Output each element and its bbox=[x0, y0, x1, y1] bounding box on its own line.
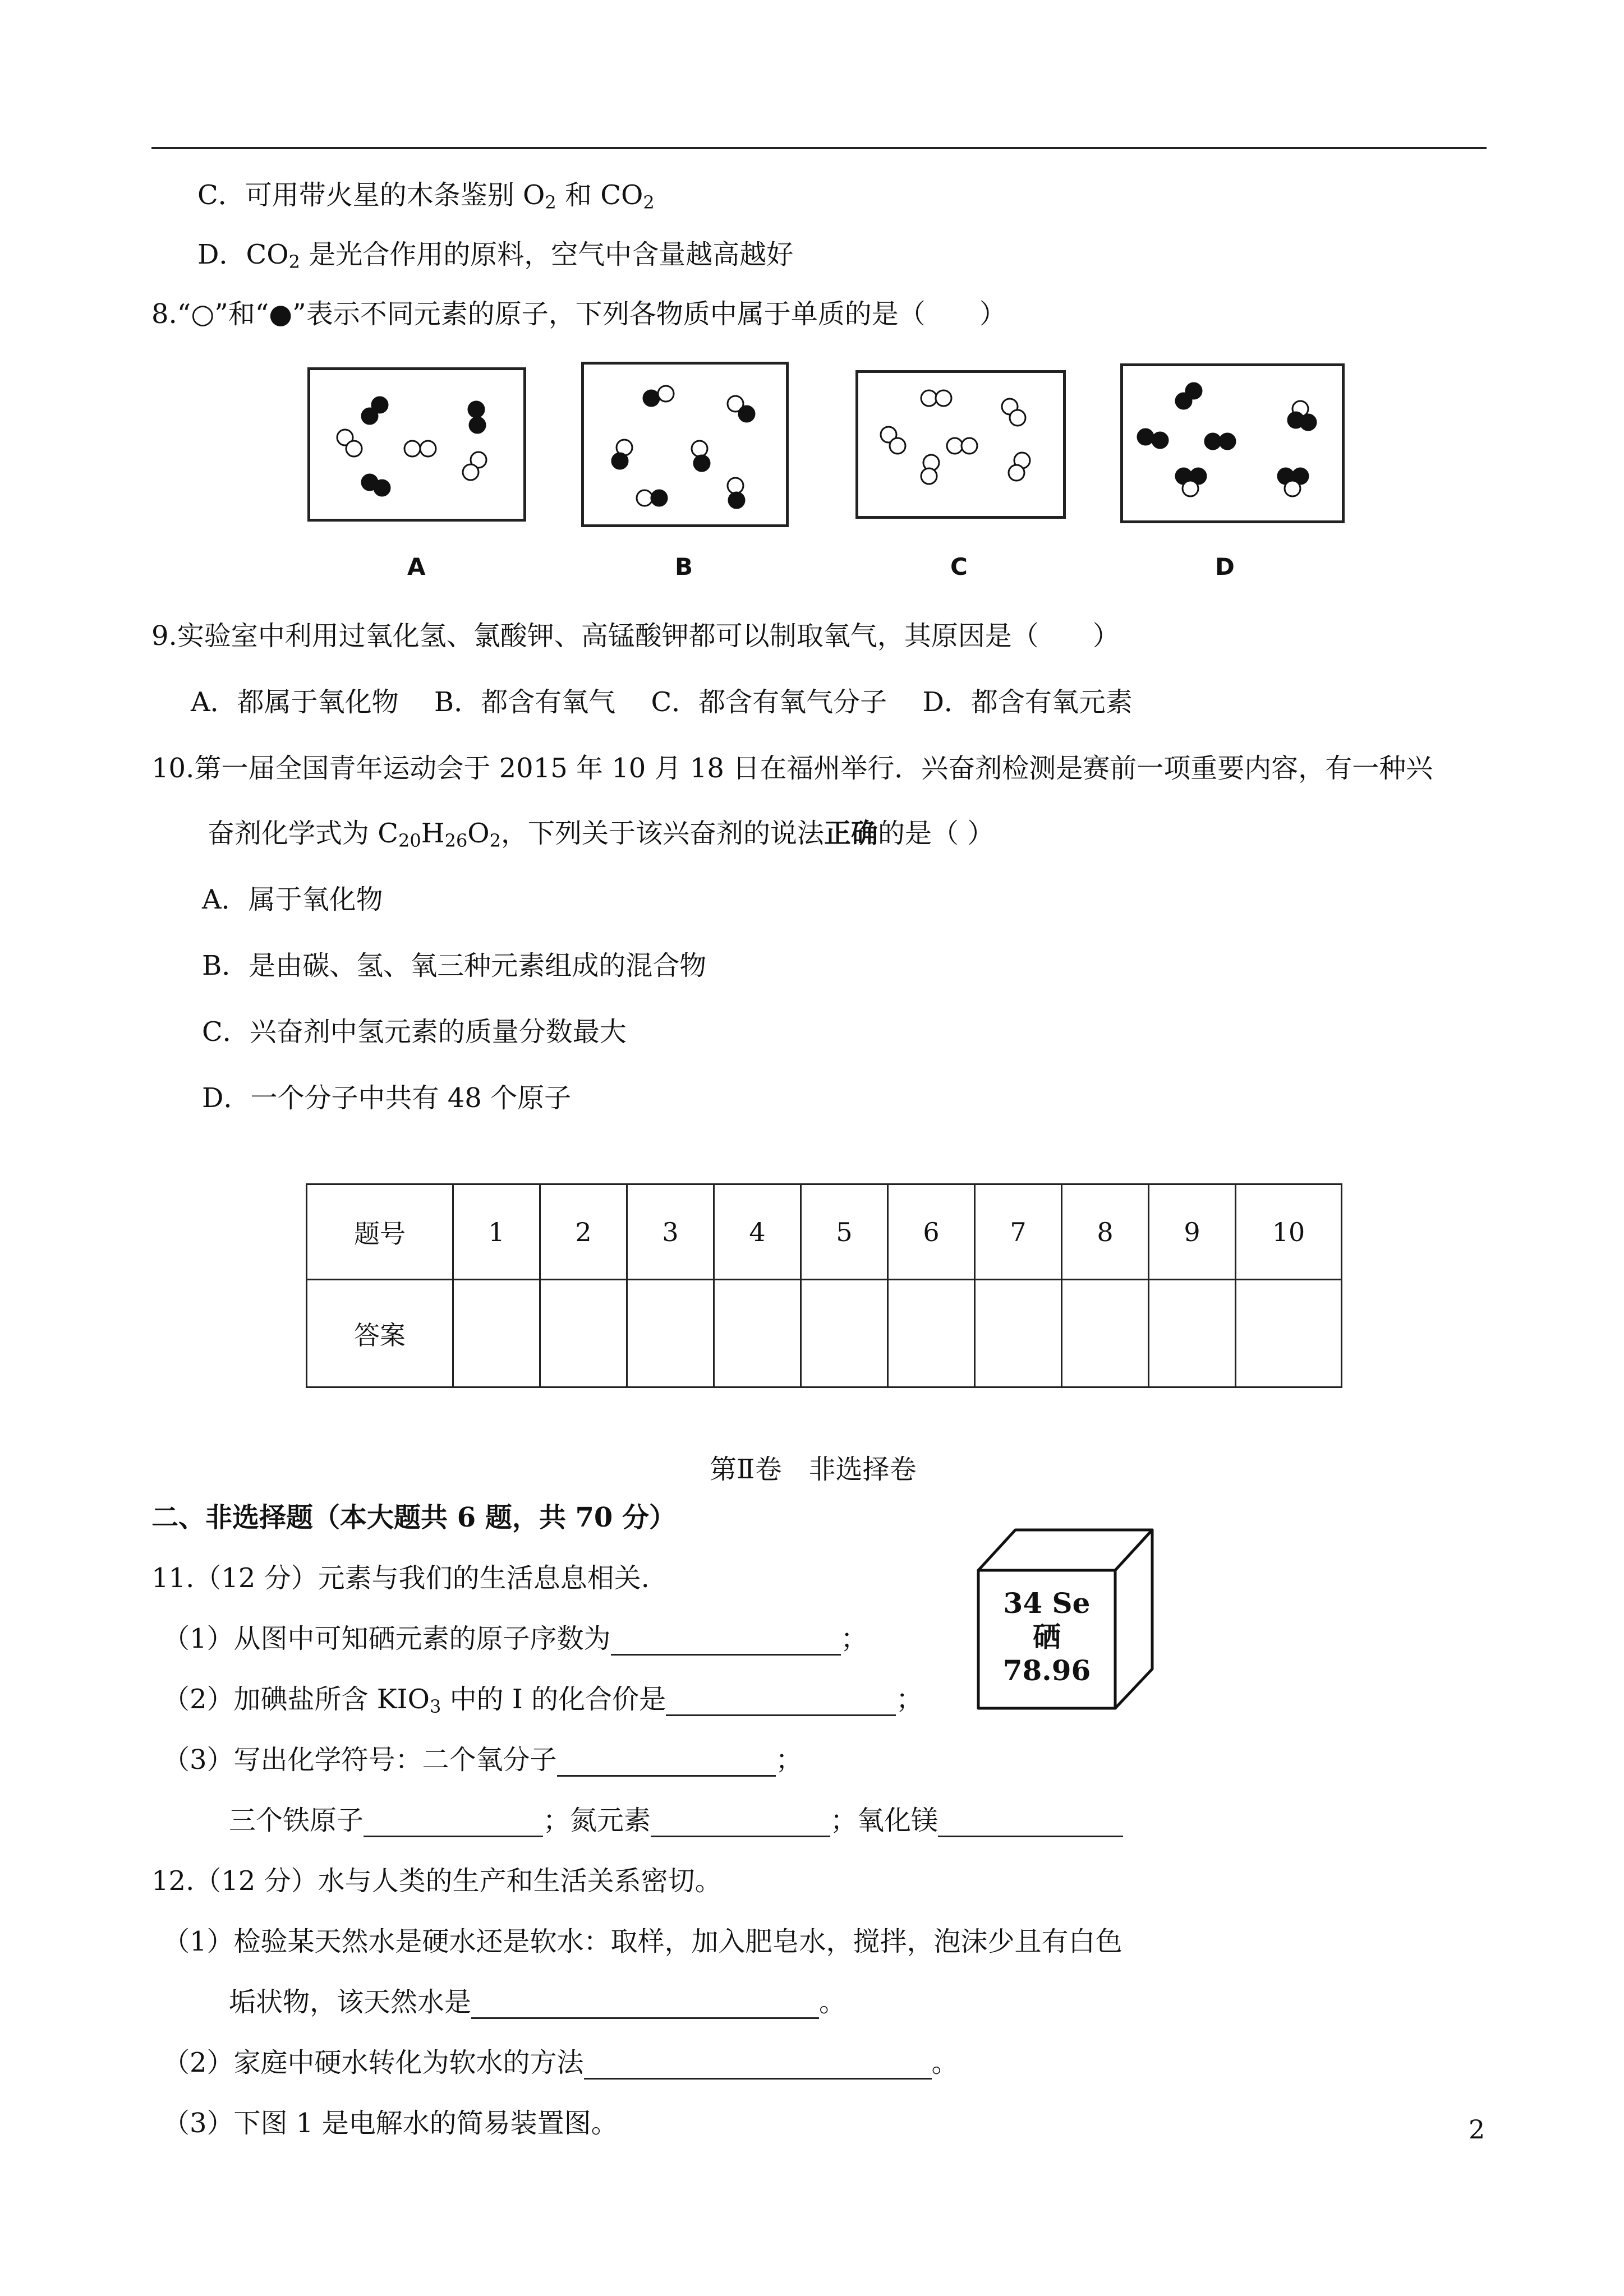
answer-blank[interactable] bbox=[651, 1810, 830, 1837]
answer-cell[interactable] bbox=[801, 1280, 888, 1387]
molecule-diagram-a bbox=[310, 370, 523, 519]
q11-stem: 11.（12 分）元素与我们的生活息息相关. bbox=[151, 1562, 650, 1594]
answer-cell[interactable] bbox=[1149, 1280, 1236, 1387]
element-mass: 78.96 bbox=[1002, 1654, 1091, 1687]
molecule-diagram-d bbox=[1123, 366, 1342, 520]
molecule-panel-a bbox=[307, 367, 526, 522]
answer-blank[interactable] bbox=[611, 1628, 841, 1656]
answer-cell[interactable] bbox=[453, 1280, 540, 1387]
panel-label-d: D bbox=[1215, 553, 1235, 580]
answer-blank[interactable] bbox=[471, 1991, 819, 2019]
q8-stem: 8.“○”和“●”表示不同元素的原子，下列各物质中属于单质的是（ ） bbox=[151, 298, 1006, 330]
table-number-cell: 7 bbox=[975, 1184, 1062, 1280]
panel-label-c: C bbox=[950, 553, 968, 580]
table-number-cell: 4 bbox=[714, 1184, 801, 1280]
q10-option-c: C．兴奋剂中氢元素的质量分数最大 bbox=[202, 1016, 627, 1048]
q10-option-b: B．是由碳、氢、氧三种元素组成的混合物 bbox=[202, 950, 707, 981]
molecule-diagram-c bbox=[858, 373, 1063, 516]
q10-option-d: D．一个分子中共有 48 个原子 bbox=[202, 1082, 572, 1114]
q7-option-d: D．$CO_2$ 是光合作用的原料，空气中含量越高越好 bbox=[197, 239, 794, 273]
answer-cell[interactable] bbox=[888, 1280, 975, 1387]
table-number-cell: 1 bbox=[453, 1184, 540, 1280]
q12-part3: （3）下图 1 是电解水的简易装置图。 bbox=[163, 2108, 618, 2139]
answer-blank[interactable] bbox=[584, 2052, 932, 2080]
table-number-cell: 3 bbox=[627, 1184, 714, 1280]
answer-cell[interactable] bbox=[1236, 1280, 1342, 1387]
answer-blank[interactable] bbox=[666, 1689, 896, 1716]
answer-cell[interactable] bbox=[1062, 1280, 1149, 1387]
volume-title: 第Ⅱ卷 非选择卷 bbox=[710, 1454, 917, 1485]
q12-part1: （1）检验某天然水是硬水还是软水：取样，加入肥皂水，搅拌，泡沫少且有白色 bbox=[163, 1926, 1122, 1957]
panel-label-a: A bbox=[407, 553, 426, 580]
table-number-cell: 2 bbox=[540, 1184, 627, 1280]
q11-part3-continued: 三个铁原子 ；氮元素 ；氧化镁 bbox=[229, 1804, 1123, 1837]
section-heading: 二、非选择题（本大题共 6 题，共 70 分） bbox=[151, 1502, 677, 1533]
element-symbol: 34 Se bbox=[1003, 1587, 1091, 1620]
q12-part1-continued: 垢状物，该天然水是 。 bbox=[229, 1986, 846, 2018]
header-rule bbox=[151, 147, 1487, 149]
q12-part2: （2）家庭中硬水转化为软水的方法 。 bbox=[163, 2047, 959, 2078]
table-number-cell: 9 bbox=[1149, 1184, 1236, 1280]
answer-table-header-row bbox=[307, 1184, 1342, 1280]
q10-stem-line2: 奋剂化学式为 $C_{20}H_{26}O_2$，下列关于该兴奋剂的说法正确的是（ ） bbox=[208, 818, 995, 851]
q10-stem-line1: 10.第一届全国青年运动会于 2015 年 10 月 18 日在福州举行．兴奋剂检测是赛前一项重要内容，有一种兴 bbox=[151, 753, 1433, 784]
q11-part3: （3）写出化学符号：二个氧分子 ； bbox=[163, 1744, 803, 1776]
selenium-element-cube bbox=[976, 1525, 1161, 1711]
answer-cell[interactable] bbox=[627, 1280, 714, 1387]
table-number-cell: 8 bbox=[1062, 1184, 1149, 1280]
answer-cell[interactable] bbox=[975, 1280, 1062, 1387]
answer-blank[interactable] bbox=[557, 1749, 776, 1777]
answer-table-answer-row bbox=[307, 1280, 1342, 1387]
answer-blank[interactable] bbox=[364, 1810, 543, 1837]
answer-cell[interactable] bbox=[714, 1280, 801, 1387]
molecule-panel-c bbox=[855, 370, 1066, 519]
q10-option-a: A．属于氧化物 bbox=[202, 884, 383, 915]
element-name: 硒 bbox=[1033, 1620, 1061, 1653]
q12-stem: 12.（12 分）水与人类的生产和生活关系密切。 bbox=[151, 1865, 722, 1897]
table-header-label: 题号 bbox=[307, 1184, 453, 1280]
molecule-panel-b bbox=[581, 362, 789, 527]
answer-table bbox=[306, 1183, 1342, 1388]
molecule-panel-d bbox=[1120, 363, 1345, 523]
molecule-diagram-b bbox=[584, 365, 786, 524]
table-number-cell: 10 bbox=[1236, 1184, 1342, 1280]
table-answer-label: 答案 bbox=[307, 1280, 453, 1387]
q11-part2: （2）加碘盐所含 $KIO_3$ 中的 I 的化合价是 ； bbox=[163, 1684, 923, 1717]
table-number-cell: 6 bbox=[888, 1184, 975, 1280]
answer-cell[interactable] bbox=[540, 1280, 627, 1387]
table-number-cell: 5 bbox=[801, 1184, 888, 1280]
q9-stem: 9.实验室中利用过氧化氢、氯酸钾、高锰酸钾都可以制取氧气，其原因是（ ） bbox=[151, 620, 1120, 652]
q9-options: A．都属于氧化物 B．都含有氧气 C．都含有氧气分子 D．都含有氧元素 bbox=[191, 686, 1133, 718]
answer-blank[interactable] bbox=[938, 1810, 1123, 1837]
panel-label-b: B bbox=[675, 553, 693, 580]
q11-part1: （1）从图中可知硒元素的原子序数为 ； bbox=[163, 1623, 868, 1654]
q7-option-c: C．可用带火星的木条鉴别 $O_2$ 和 $CO_2$ bbox=[197, 179, 655, 213]
page-number: 2 bbox=[1469, 2114, 1485, 2145]
